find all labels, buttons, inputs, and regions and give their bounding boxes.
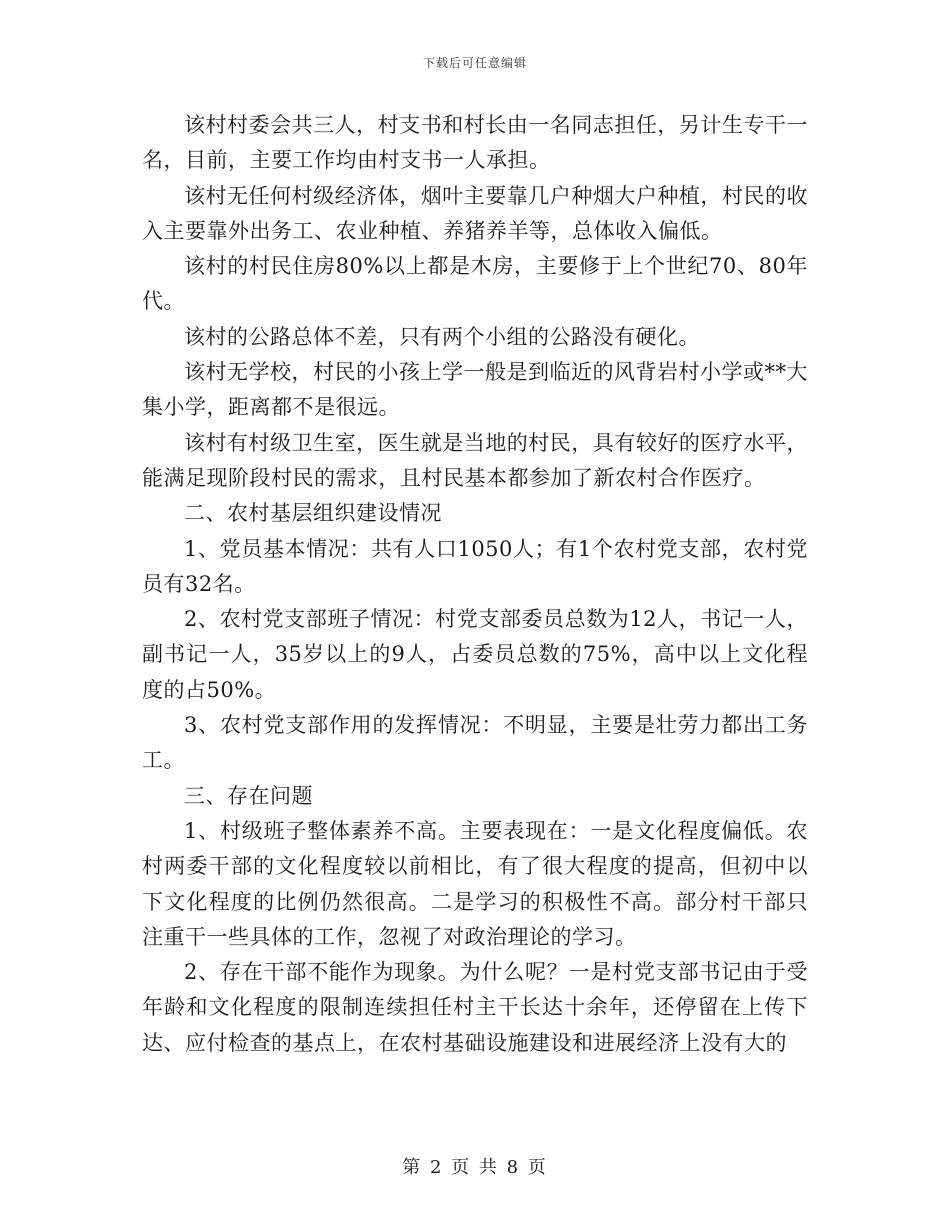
paragraph-roads: 该村的公路总体不差，只有两个小组的公路没有硬化。 <box>184 324 700 349</box>
paragraph-school: 该村无学校，村民的小孩上学一般是到临近的风背岩村小学或**大集小学，距离都不是很远。 <box>142 360 808 420</box>
document-body <box>142 108 808 1061</box>
page-header-note: 下载后可任意编辑 <box>422 56 527 70</box>
paragraph-housing: 该村的村民住房80%以上都是木房，主要修于上个世纪70、80年代。 <box>142 254 808 314</box>
section-heading-problems: 三、存在问题 <box>184 783 313 808</box>
page-number: 第 2 页 共 8 页 <box>402 1157 548 1178</box>
paragraph-party-members: 1、党员基本情况：共有人口1050人；有1个农村党支部，农村党员有32名。 <box>142 536 808 596</box>
paragraph-village-committee: 该村村委会共三人，村支书和村长由一名同志担任，另计生专干一名，目前，主要工作均由村支书一人承担。 <box>142 113 808 173</box>
paragraph-economy: 该村无任何村级经济体，烟叶主要靠几户种烟大户种植，村民的收入主要靠外出务工、农业种植、养猪养羊等，总体收入偏低。 <box>142 183 808 243</box>
paragraph-problem-2: 2、存在干部不能作为现象。为什么呢？一是村党支部书记由于受年龄和文化程度的限制连续担任村主干长达十余年，还停留在上传下达、应付检查的基点上，在农村基础设施建设和进展经济上没有大的 <box>142 960 808 1055</box>
paragraph-party-branch-team: 2、农村党支部班子情况：村党支部委员总数为12人，书记一人，副书记一人，35岁以上的9人，占委员总数的75%，高中以上文化程度的占50%。 <box>142 607 808 702</box>
paragraph-clinic: 该村有村级卫生室，医生就是当地的村民，具有较好的医疗水平，能满足现阶段村民的需求，且村民基本都参加了新农村合作医疗。 <box>142 430 808 490</box>
section-heading-party-organization: 二、农村基层组织建设情况 <box>184 501 442 526</box>
paragraph-party-branch-role: 3、农村党支部作用的发挥情况：不明显，主要是壮劳力都出工务工。 <box>142 713 808 773</box>
paragraph-problem-1: 1、村级班子整体素养不高。主要表现在：一是文化程度偏低。农村两委干部的文化程度较以前相比，有了很大程度的提高，但初中以下文化程度的比例仍然很高。二是学习的积极性不高。部分村干部只注重干一些具体的工作，忽视了对政治理论的学习。 <box>142 818 808 949</box>
